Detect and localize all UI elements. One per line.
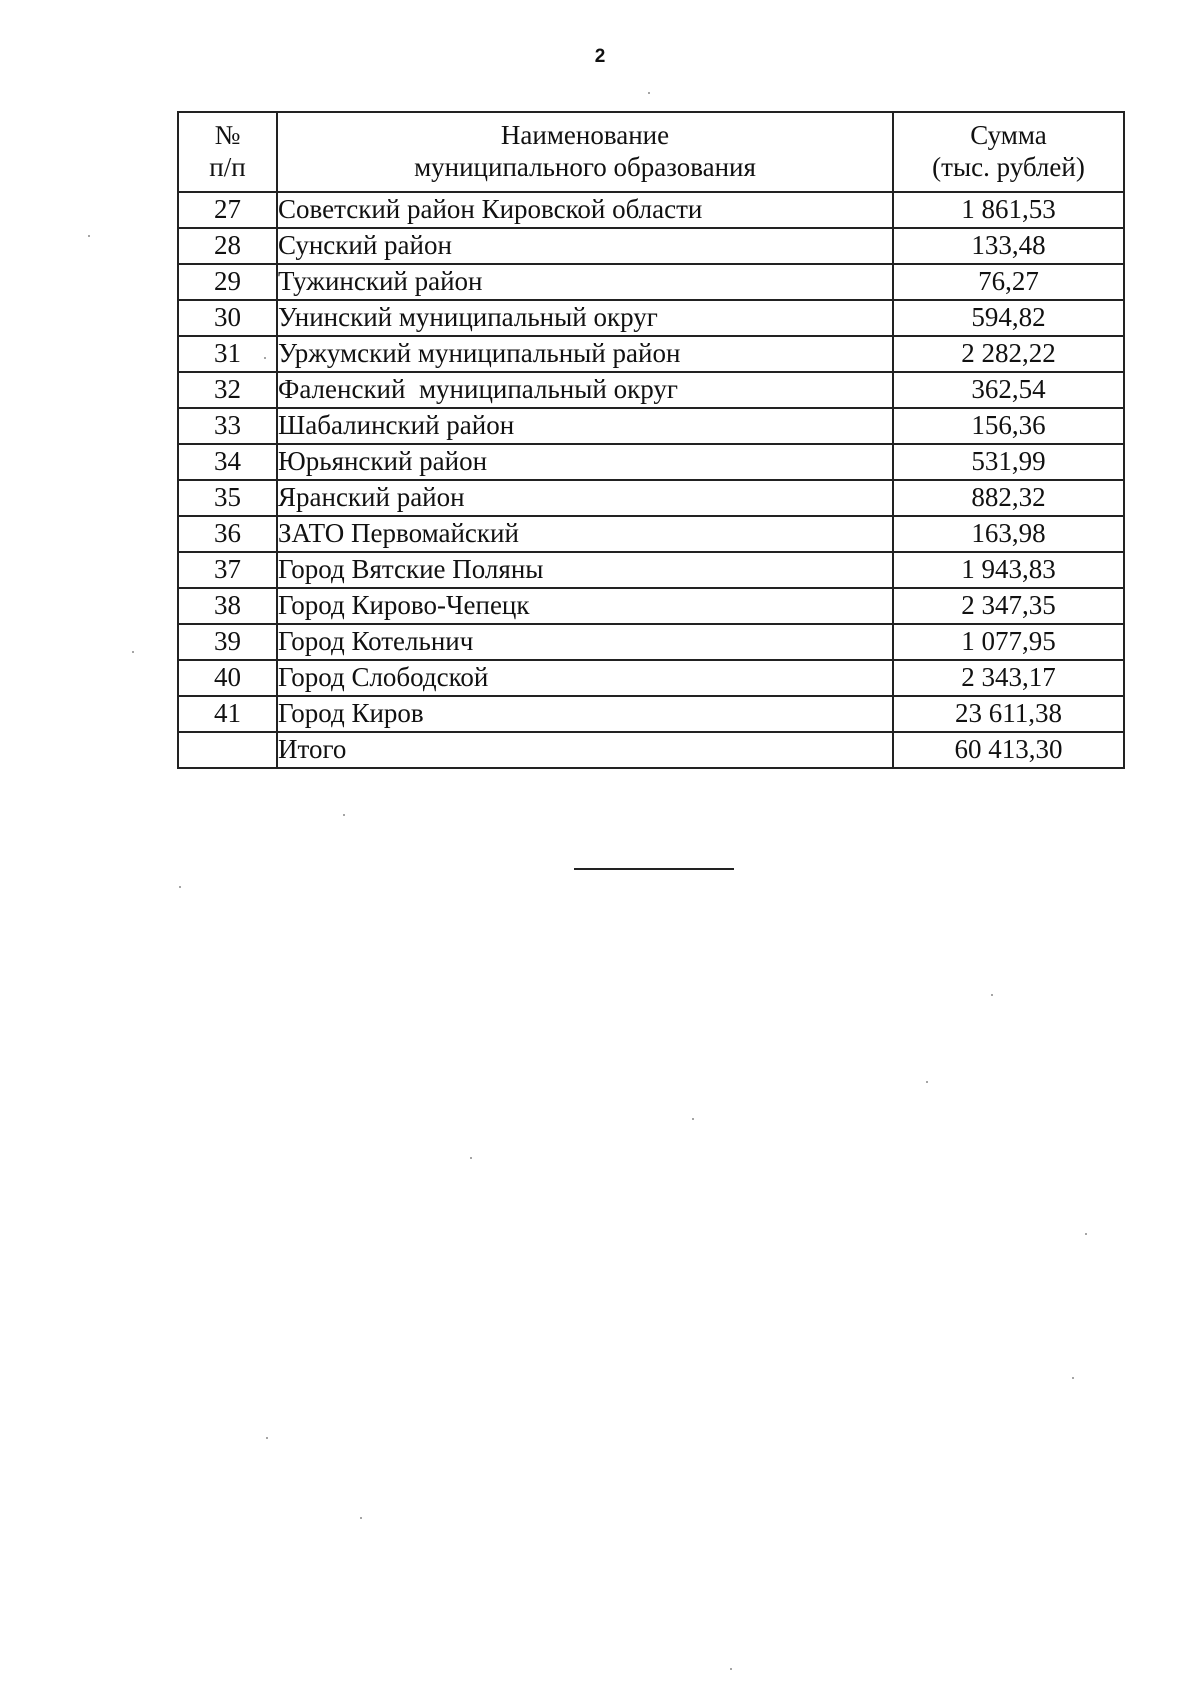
header-sum — [893, 112, 1124, 192]
row-number: 30 — [178, 300, 277, 336]
row-number: 29 — [178, 264, 277, 300]
row-sum: 2 347,35 — [893, 588, 1124, 624]
row-sum: 23 611,38 — [893, 696, 1124, 732]
table-row — [178, 228, 1124, 264]
table-row — [178, 408, 1124, 444]
row-sum: 156,36 — [893, 408, 1124, 444]
table-row — [178, 480, 1124, 516]
header-name-line2: муниципального образования — [414, 152, 756, 182]
row-sum: 1 077,95 — [893, 624, 1124, 660]
row-number: 38 — [178, 588, 277, 624]
row-number: 40 — [178, 660, 277, 696]
row-number: 31 — [178, 336, 277, 372]
row-sum: 2 282,22 — [893, 336, 1124, 372]
scan-speck — [132, 651, 134, 653]
table-row — [178, 552, 1124, 588]
header-name-line1: Наименование — [500, 120, 670, 151]
scan-speck — [266, 1437, 268, 1439]
row-sum: 594,82 — [893, 300, 1124, 336]
table-row — [178, 372, 1124, 408]
table-row — [178, 696, 1124, 732]
row-name: Город Кирово-Чепецк — [277, 588, 893, 624]
total-label: Итого — [277, 732, 893, 768]
table-row — [178, 444, 1124, 480]
scan-speck — [648, 92, 650, 94]
row-number: 28 — [178, 228, 277, 264]
row-name: Унинский муниципальный округ — [277, 300, 893, 336]
table-row — [178, 660, 1124, 696]
row-name: Город Вятские Поляны — [277, 552, 893, 588]
scan-speck — [343, 814, 345, 816]
row-name: Уржумский муниципальный район — [277, 336, 893, 372]
scan-speck — [1085, 1233, 1087, 1235]
scan-speck — [730, 1668, 732, 1670]
scan-speck — [360, 1517, 362, 1519]
row-name: Фаленский муниципальный округ — [277, 372, 893, 408]
row-sum: 1 943,83 — [893, 552, 1124, 588]
header-num — [178, 112, 277, 192]
table-row — [178, 588, 1124, 624]
row-number: 35 — [178, 480, 277, 516]
allocation-table — [177, 111, 1125, 769]
table-row — [178, 516, 1124, 552]
table-body — [178, 192, 1124, 768]
row-name: Сунский район — [277, 228, 893, 264]
header-name — [277, 112, 893, 192]
header-sum-line1: Сумма — [970, 120, 1047, 151]
row-name: Тужинский район — [277, 264, 893, 300]
row-name: Яранский район — [277, 480, 893, 516]
row-number: 37 — [178, 552, 277, 588]
row-name: Советский район Кировской области — [277, 192, 893, 228]
scan-speck — [88, 235, 90, 237]
row-name: Юрьянский район — [277, 444, 893, 480]
row-sum: 2 343,17 — [893, 660, 1124, 696]
row-sum: 531,99 — [893, 444, 1124, 480]
header-sum-line2: (тыс. рублей) — [932, 152, 1085, 182]
table-row — [178, 300, 1124, 336]
row-sum: 1 861,53 — [893, 192, 1124, 228]
row-number: 34 — [178, 444, 277, 480]
row-sum: 362,54 — [893, 372, 1124, 408]
table-header — [178, 112, 1124, 192]
table-row — [178, 624, 1124, 660]
row-sum: 882,32 — [893, 480, 1124, 516]
row-name: Город Слободской — [277, 660, 893, 696]
scan-speck — [264, 357, 266, 359]
header-row — [178, 112, 1124, 192]
row-name: Город Котельнич — [277, 624, 893, 660]
header-num-line2: п/п — [209, 152, 246, 182]
table-row — [178, 264, 1124, 300]
page-number: 2 — [594, 46, 606, 67]
end-of-document-rule — [574, 868, 734, 870]
row-number: 36 — [178, 516, 277, 552]
total-sum: 60 413,30 — [893, 732, 1124, 768]
scan-speck — [692, 1118, 694, 1120]
row-number: 33 — [178, 408, 277, 444]
scan-speck — [1072, 1377, 1074, 1379]
row-name: Шабалинский район — [277, 408, 893, 444]
header-num-line1: № — [214, 120, 241, 151]
scan-speck — [470, 1157, 472, 1159]
row-number: 39 — [178, 624, 277, 660]
row-number: 27 — [178, 192, 277, 228]
table-row — [178, 336, 1124, 372]
table-row — [178, 192, 1124, 228]
total-number — [178, 732, 277, 768]
row-number: 41 — [178, 696, 277, 732]
scan-speck — [926, 1081, 928, 1083]
total-row — [178, 732, 1124, 768]
scan-speck — [991, 994, 993, 996]
row-sum: 133,48 — [893, 228, 1124, 264]
row-name: Город Киров — [277, 696, 893, 732]
scan-speck — [179, 886, 181, 888]
row-sum: 163,98 — [893, 516, 1124, 552]
row-number: 32 — [178, 372, 277, 408]
row-name: ЗАТО Первомайский — [277, 516, 893, 552]
row-sum: 76,27 — [893, 264, 1124, 300]
